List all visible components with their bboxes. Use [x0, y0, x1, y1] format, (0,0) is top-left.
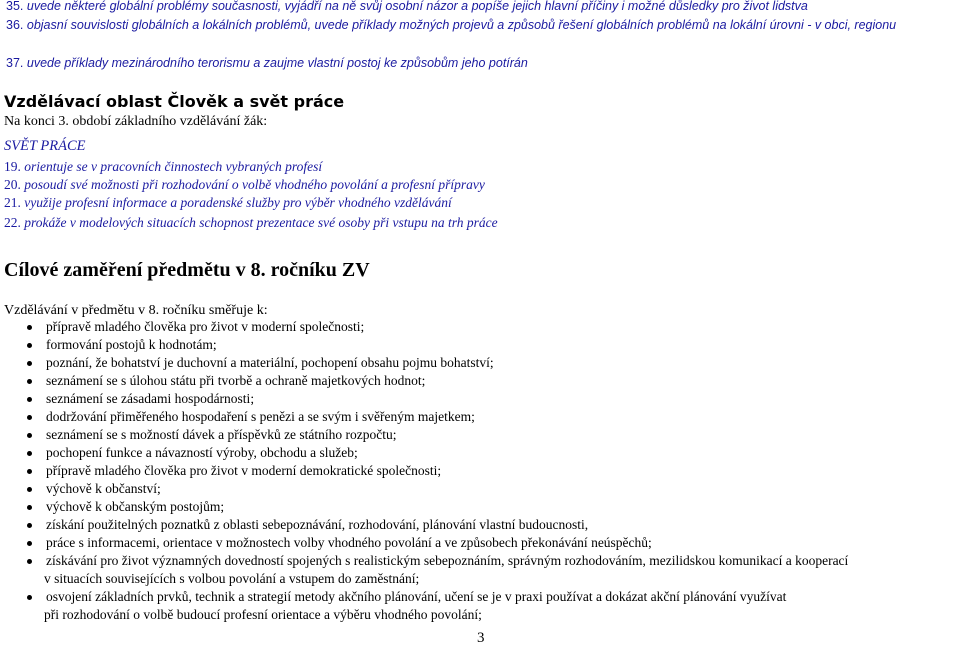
bullet-text: poznání, že bohatství je duchovní a materiální, pochopení obsahu pojmu bohatství; — [46, 355, 494, 370]
bullet-text: práce s informacemi, orientace v možnostech volby vhodného povolání a ve způsobech překonávání neúspěchů; — [46, 535, 652, 550]
list-item — [0, 354, 940, 372]
outcome-number: 21. — [4, 195, 21, 210]
outcome-text: orientuje se v pracovních činnostech vybraných profesí — [24, 159, 323, 174]
item-text: uvede některé globální problémy současnosti, vyjádří na ně svůj osobní názor a popíše jejich hlavní příčiny i možné důsledky pro život lidstva — [26, 0, 808, 13]
bullet-icon — [27, 451, 32, 456]
list-item — [0, 480, 940, 498]
bullet-text: přípravě mladého člověka pro život v moderní demokratické společnosti; — [46, 463, 442, 478]
list-item — [0, 372, 940, 390]
bullet-text: seznámení se s možností dávek a příspěvků ze státního rozpočtu; — [46, 427, 397, 442]
bullet-text: osvojení základních prvků, technik a strategií metody akčního plánování, učení se je v praxi používat a dokázat akční plánování využívat — [46, 589, 787, 604]
goal-bullet-list — [0, 318, 940, 624]
outcome-text: prokáže v modelových situacích schopnost prezentace své osoby při vstupu na trh práce — [24, 215, 498, 230]
bullet-icon — [27, 325, 32, 330]
list-item — [0, 408, 940, 426]
bullet-icon — [27, 361, 32, 366]
list-item-37 — [6, 55, 528, 72]
bullet-icon — [27, 343, 32, 348]
bullet-text: získání použitelných poznatků z oblasti sebepoznávání, rozhodování, plánování vlastní budoucnosti, — [46, 517, 589, 532]
bullet-icon — [27, 541, 32, 546]
bullet-text-continued: v situacích souvisejících s volbou povolání a vstupem do zaměstnání; — [44, 571, 420, 586]
bullet-text: pochopení funkce a návazností výroby, obchodu a služeb; — [46, 445, 358, 460]
section-label: SVĚT PRÁCE — [4, 138, 86, 154]
bullet-text: formování postojů k hodnotám; — [46, 337, 217, 352]
item-number: 36. — [6, 18, 24, 32]
list-item — [0, 444, 940, 462]
item-number: 37. — [6, 56, 24, 70]
outcome-20 — [4, 176, 485, 193]
list-item — [0, 462, 940, 480]
list-item-36 — [6, 17, 954, 34]
bullet-text: výchově k občanským postojům; — [46, 499, 225, 514]
list-item — [0, 390, 940, 408]
outcome-22 — [4, 214, 498, 231]
outcome-number: 20. — [4, 177, 21, 192]
bullet-icon — [27, 469, 32, 474]
bullet-icon — [27, 379, 32, 384]
bullet-icon — [27, 433, 32, 438]
list-item — [0, 534, 940, 552]
item-number: 35. — [6, 0, 24, 13]
list-item — [0, 318, 940, 336]
bullet-icon — [27, 523, 32, 528]
bullet-text-continued: při rozhodování o volbě budoucí profesní orientace a výběru vhodného povolání; — [44, 607, 482, 622]
list-item — [0, 516, 940, 534]
bullet-icon — [27, 559, 32, 564]
bullet-icon — [27, 487, 32, 492]
bullet-icon — [27, 595, 32, 600]
bullet-icon — [27, 415, 32, 420]
list-item — [0, 498, 940, 516]
bullet-icon — [27, 397, 32, 402]
area-heading: Vzdělávací oblast Člověk a svět práce — [4, 92, 345, 111]
outcome-number: 19. — [4, 159, 21, 174]
intro-text: Vzdělávání v předmětu v 8. ročníku směřuje k: — [4, 303, 268, 318]
page-number: 3 — [477, 630, 485, 646]
bullet-text: výchově k občanství; — [46, 481, 161, 496]
outcome-number: 22. — [4, 215, 21, 230]
list-item-35 — [6, 0, 808, 15]
list-item — [0, 552, 940, 588]
bullet-text: přípravě mladého člověka pro život v moderní společnosti; — [46, 319, 365, 334]
bullet-text: dodržování přiměřeného hospodaření s penězi a se svým i svěřeným majetkem; — [46, 409, 475, 424]
period-text: Na konci 3. období základního vzdělávání žák: — [4, 114, 268, 129]
outcome-21 — [4, 194, 452, 211]
bullet-text: získávání pro život významných dovedností spojených s realistickým sebepoznáním, správným rozhodováním, mezilidskou komunikací a kooperací — [46, 553, 849, 568]
outcome-19 — [4, 158, 322, 175]
bullet-text: seznámení se s úlohou státu při tvorbě a ochraně majetkových hodnot; — [46, 373, 426, 388]
item-text: objasní souvislosti globálních a lokálních problémů, uvede příklady možných projevů a způsobů řešení globálních problémů na lokální úrovni - v obci, regionu — [26, 18, 897, 32]
goal-heading: Cílové zaměření předmětu v 8. ročníku ZV — [4, 259, 370, 281]
list-item — [0, 336, 940, 354]
bullet-text: seznámení se zásadami hospodárnosti; — [46, 391, 255, 406]
outcome-text: využije profesní informace a poradenské služby pro výběr vhodného vzdělávání — [24, 195, 452, 210]
outcome-text: posoudí své možnosti při rozhodování o volbě vhodného povolání a profesní přípravy — [24, 177, 485, 192]
list-item — [0, 588, 940, 624]
bullet-icon — [27, 505, 32, 510]
list-item — [0, 426, 940, 444]
item-text: uvede příklady mezinárodního terorismu a zaujme vlastní postoj ke způsobům jeho potírán — [26, 56, 528, 70]
